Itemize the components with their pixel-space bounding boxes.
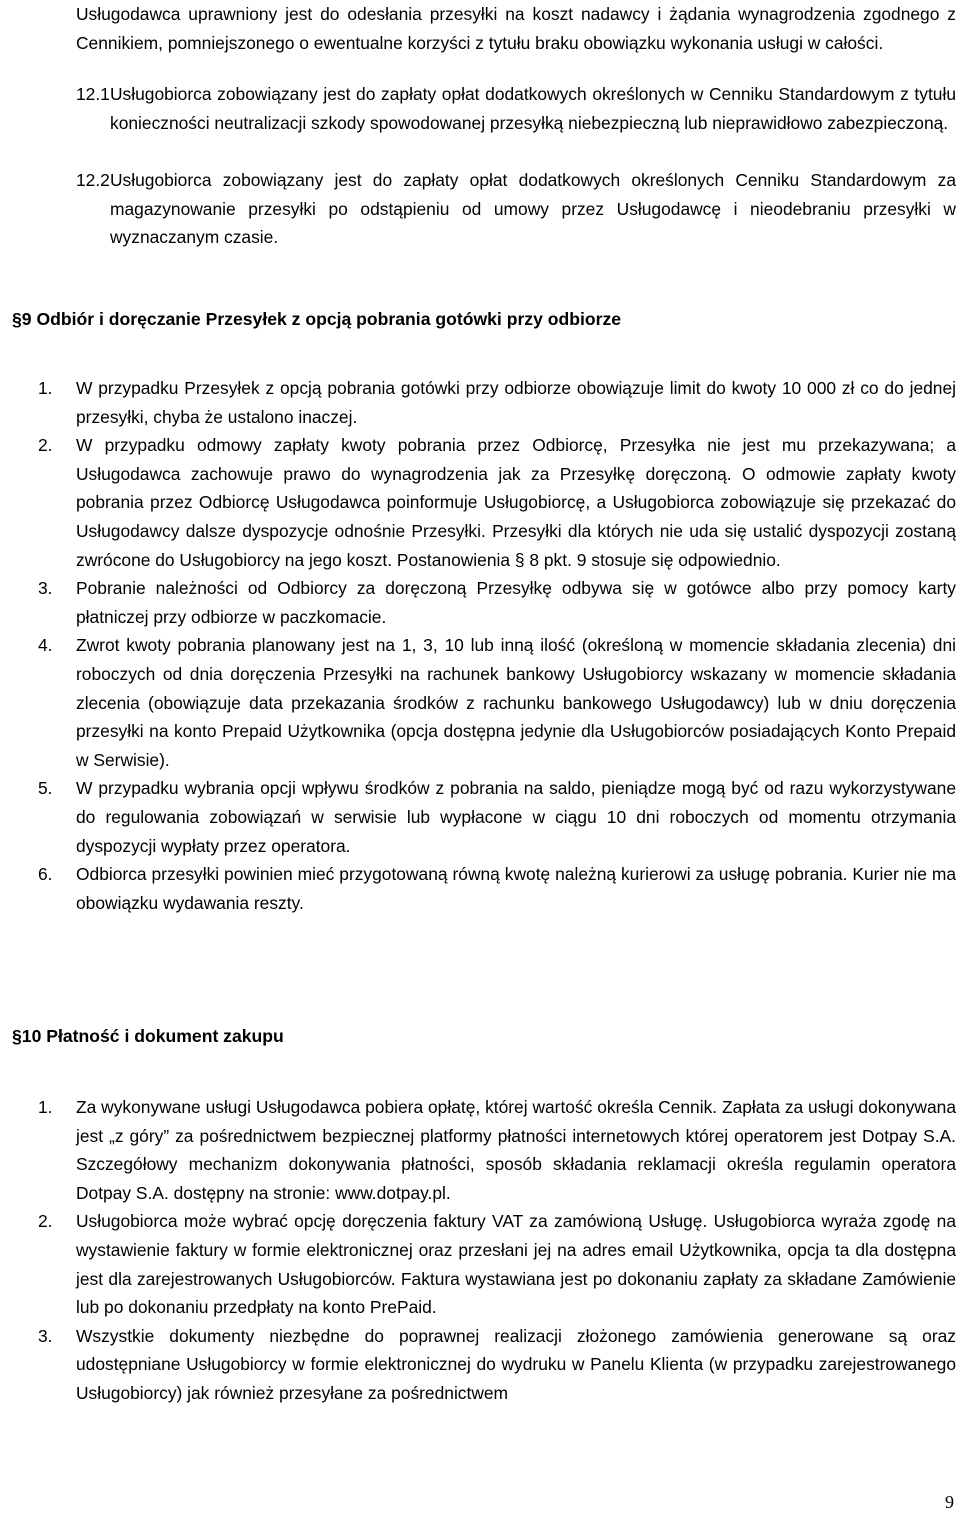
list-item [38, 774, 956, 860]
list-item-text: Wszystkie dokumenty niezbędne do poprawnej realizacji złożonego zamówienia generowane są oraz udostępniane Usługobiorcy w formie elektronicznej do wydruku w Panelu Klienta (w przypadku zarejestrowanego Usługobiorcy) jak również przesyłane za pośrednictwem [76, 1325, 956, 1403]
list-item [38, 1093, 956, 1207]
list-item-number: 4. [38, 635, 53, 656]
list-item [38, 1207, 956, 1321]
section-9-list [38, 374, 956, 917]
list-item [38, 631, 956, 774]
list-item-text: Odbiorca przesyłki powinien mieć przygotowaną równą kwotę należną kurierowi za usługę pobrania. Kurier nie ma obowiązku wydawania reszty. [76, 864, 956, 913]
list-item-number: 5. [38, 778, 53, 799]
list-item [38, 431, 956, 574]
list-item-number: 6. [38, 864, 53, 885]
list-item [38, 374, 956, 431]
page-number: 9 [945, 1492, 954, 1512]
intro-paragraph: Usługodawca uprawniony jest do odesłania przesyłki na koszt nadawcy i żądania wynagrodzenia zgodnego z Cennikiem, pomniejszonego o ewentualne korzyści z tytułu braku obowiązku wykonania usługi w całości. [76, 4, 956, 53]
list-item-text: W przypadku Przesyłek z opcją pobrania gotówki przy odbiorze obowiązuje limit do kwoty 10 000 zł co do jednej przesyłki, chyba że ustalono inaczej. [76, 378, 956, 427]
list-item-text: Usługobiorca może wybrać opcję doręczenia faktury VAT za zamówioną Usługę. Usługobiorca wyraża zgodę na wystawienie faktury w formie elektronicznej oraz przesłani jej na adres email Użytkownika, opcja ta dla dostępna jest dla zarejestrowanych Usługobiorców. Faktura wystawiana jest po dokonaniu zapłaty za składane Zamówienie lub po dokonaniu przedpłaty na konto PrePaid. [76, 1211, 956, 1318]
list-item-number: 3. [38, 578, 53, 599]
list-item-number: 2. [38, 435, 53, 456]
section-9-heading: §9 Odbiór i doręczanie Przesyłek z opcją pobrania gotówki przy odbiorze [12, 309, 622, 329]
clause-text: Usługobiorca zobowiązany jest do zapłaty opłat dodatkowych określonych w Cenniku Standardowym z tytułu konieczności neutralizacji szkody spowodowanej przesyłką niebezpieczną lub nieprawidłowo zabezpieczoną. [110, 84, 956, 133]
clause-12-1 [76, 80, 956, 137]
section-10-heading: §10 Płatność i dokument zakupu [12, 1026, 284, 1046]
list-item [38, 1322, 956, 1408]
list-item-text: Zwrot kwoty pobrania planowany jest na 1, 3, 10 lub inną ilość (określoną w momencie składania zlecenia) dni roboczych od dnia doręczenia Przesyłki na rachunek bankowy Usługobiorcy wskazany w momencie składania zlecenia (obowiązuje data przekazania środków z rachunku bankowego Usługodawcy) lub w dniu doręczenia przesyłki na konto Prepaid Użytkownika (opcja dostępna jedynie dla Usługobiorców posiadających Konto Prepaid w Serwisie). [76, 635, 956, 770]
clause-number: 12.2 [76, 170, 110, 190]
list-item-text: W przypadku wybrania opcji wpływu środków z pobrania na saldo, pieniądze mogą być od razu wykorzystywane do regulowania zobowiązań w serwisie lub wypłacone w ciągu 10 dni roboczych od momentu otrzymania dyspozycji wypłaty przez operatora. [76, 778, 956, 856]
list-item-text: W przypadku odmowy zapłaty kwoty pobrania przez Odbiorcę, Przesyłka nie jest mu przekazywana; a Usługodawca zachowuje prawo do wynagrodzenia jak za Przesyłkę doręczoną. O odmowie zapłaty kwoty pobrania przez Odbiorcę Usługodawca poinformuje Usługobiorcę, a Usługobiorca zobowiązuje się przekazać do Usługodawcy dalsze dyspozycje odnośnie Przesyłki. Przesyłki dla których nie uda się ustalić dyspozycji zostaną zwrócone do Usługobiorcy na jego koszt. Postanowienia § 8 pkt. 9 stosuje się odpowiednio. [76, 435, 956, 570]
clause-12-2 [76, 166, 956, 252]
list-item [38, 574, 956, 631]
list-item [38, 860, 956, 917]
section-10-list [38, 1093, 956, 1408]
list-item-number: 3. [38, 1325, 53, 1346]
list-item-number: 1. [38, 1097, 53, 1117]
list-item-number: 1. [38, 378, 53, 398]
clause-text: Usługobiorca zobowiązany jest do zapłaty opłat dodatkowych określonych Cenniku Standardowym za magazynowanie przesyłki po odstąpieniu od umowy przez Usługodawcę i nieodebraniu przesyłki w wyznaczanym czasie. [110, 170, 956, 248]
list-item-number: 2. [38, 1211, 53, 1232]
list-item-text: Za wykonywane usługi Usługodawca pobiera opłatę, której wartość określa Cennik. Zapłata za usługi dokonywana jest „z góry” za pośrednictwem bezpiecznej platformy płatności internetowych której operatorem jest Dotpay S.A. Szczegółowy mechanizm dokonywania płatności, sposób składania reklamacji określa regulamin operatora Dotpay S.A. dostępny na stronie: www.dotpay.pl. [76, 1097, 956, 1203]
clause-number: 12.1 [76, 84, 110, 104]
list-item-text: Pobranie należności od Odbiorcy za doręczoną Przesyłkę odbywa się w gotówce albo przy pomocy karty płatniczej przy odbiorze w paczkomacie. [76, 578, 956, 627]
